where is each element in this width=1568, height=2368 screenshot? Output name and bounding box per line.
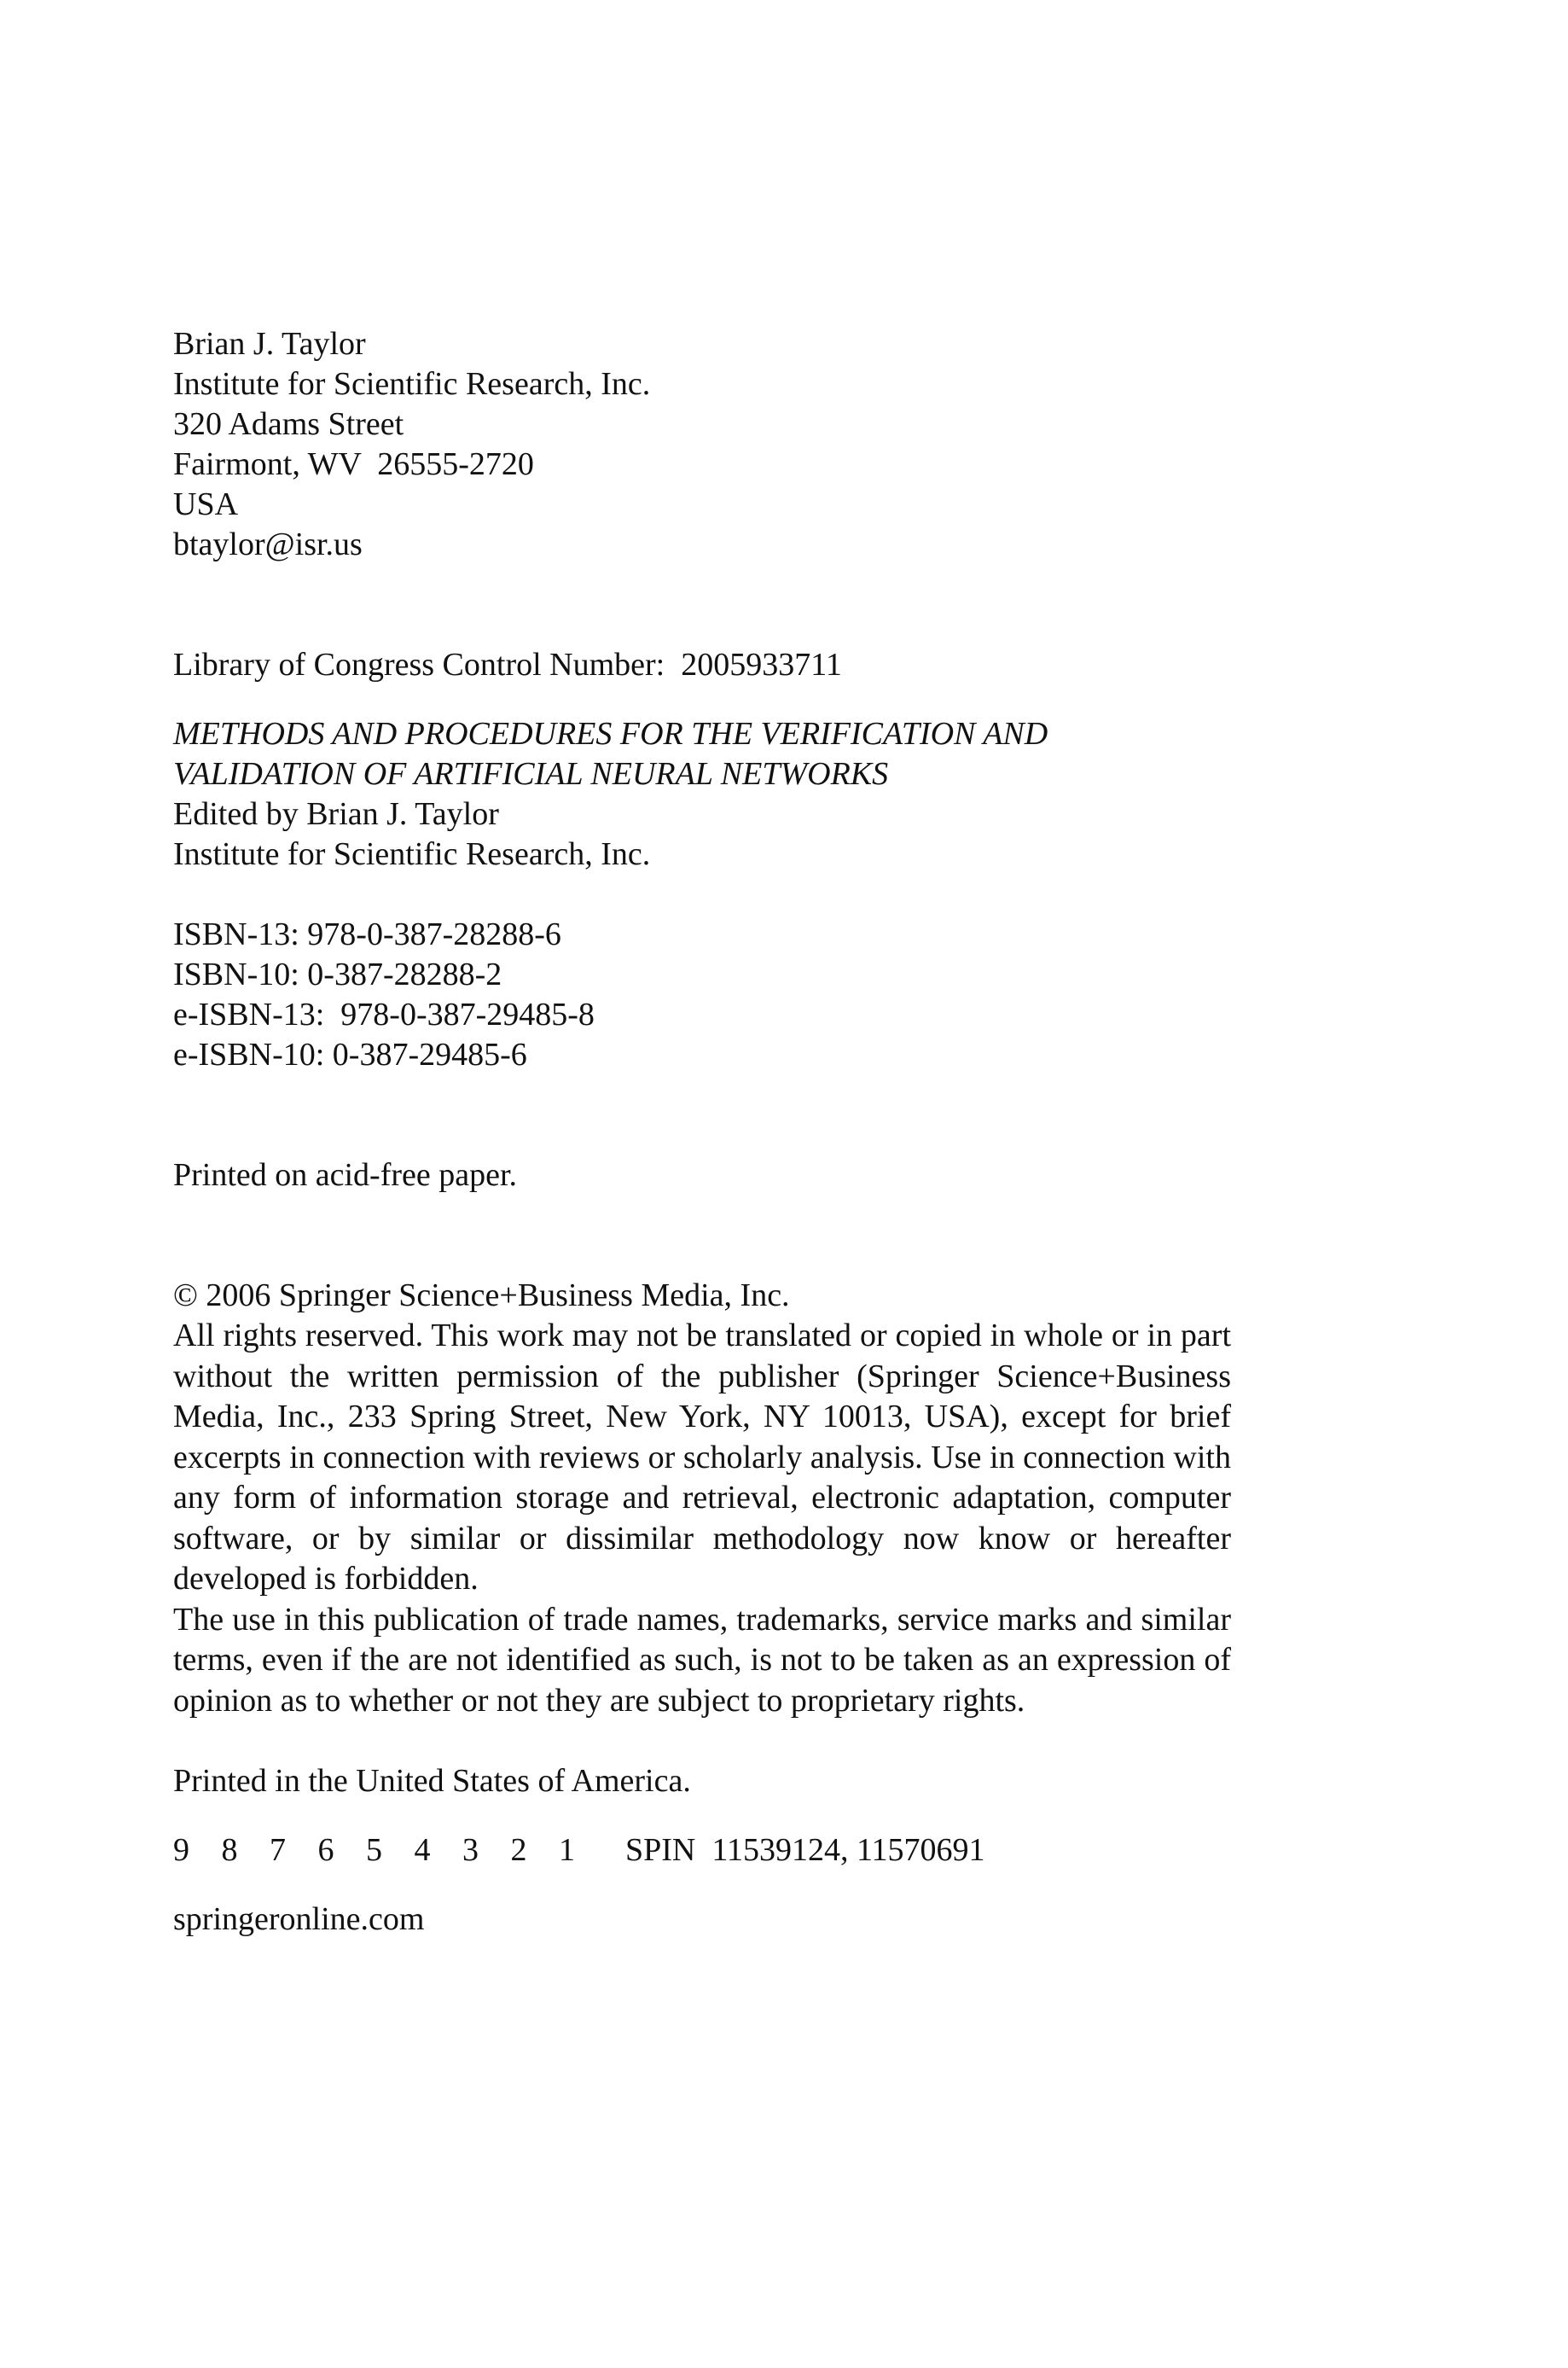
author-country: USA [173, 486, 239, 522]
copyright-notice: © 2006 Springer Science+Business Media, Inc. [173, 1277, 790, 1313]
edited-by: Edited by Brian J. Taylor [173, 796, 499, 832]
isbn-13: ISBN-13: 978-0-387-28288-6 [173, 916, 561, 952]
author-name: Brian J. Taylor [173, 326, 366, 362]
trademark-paragraph: The use in this publication of trade names, trademarks, service marks and similar terms, even if the are not identified as such, is not to be taken as an expression of opinion as to whether or not they are subject to proprietary rights. [173, 1601, 1231, 1719]
author-email: btaylor@isr.us [173, 527, 363, 562]
acid-free-notice: Printed on acid-free paper. [173, 1157, 518, 1193]
copyright-block [173, 1276, 1231, 1721]
author-institution: Institute for Scientific Research, Inc. [173, 366, 651, 402]
title-block [173, 714, 1231, 875]
print-line-numbers: 9 8 7 6 5 4 3 2 1 [173, 1832, 587, 1868]
author-city: Fairmont, WV 26555-2720 [173, 446, 534, 482]
rights-reserved-paragraph: All rights reserved. This work may not be translated or copied in whole or in part without the written permission of the publisher (Springer Science+Business Media, Inc., 233 Spring Street, New York, NY 10013, USA), except for brief excerpts in connection with reviews or scholarly analysis. Use in connection with any form of information storage and retrieval, electronic adaptation, computer software, or by similar or dissimilar methodology now know or hereafter developed is forbidden. [173, 1318, 1231, 1597]
spin-numbers: SPIN 11539124, 11570691 [625, 1832, 985, 1868]
author-address-block [173, 324, 1231, 565]
author-street: 320 Adams Street [173, 406, 404, 442]
isbn-10: ISBN-10: 0-387-28288-2 [173, 957, 502, 992]
editor-institution: Institute for Scientific Research, Inc. [173, 836, 651, 872]
copyright-page [173, 324, 1231, 1940]
print-info-row [173, 1830, 1231, 1871]
e-isbn-13: e-ISBN-13: 978-0-387-29485-8 [173, 997, 595, 1033]
book-title-line-1: METHODS AND PROCEDURES FOR THE VERIFICATION AND [173, 716, 1048, 752]
printed-in-notice: Printed in the United States of America. [173, 1763, 691, 1799]
isbn-block [173, 915, 1231, 1075]
book-title-line-2: VALIDATION OF ARTIFICIAL NEURAL NETWORKS [173, 756, 889, 792]
publisher-website: springeronline.com [173, 1901, 425, 1937]
e-isbn-10: e-ISBN-10: 0-387-29485-6 [173, 1037, 527, 1073]
lccn-line: Library of Congress Control Number: 2005933711 [173, 647, 842, 683]
